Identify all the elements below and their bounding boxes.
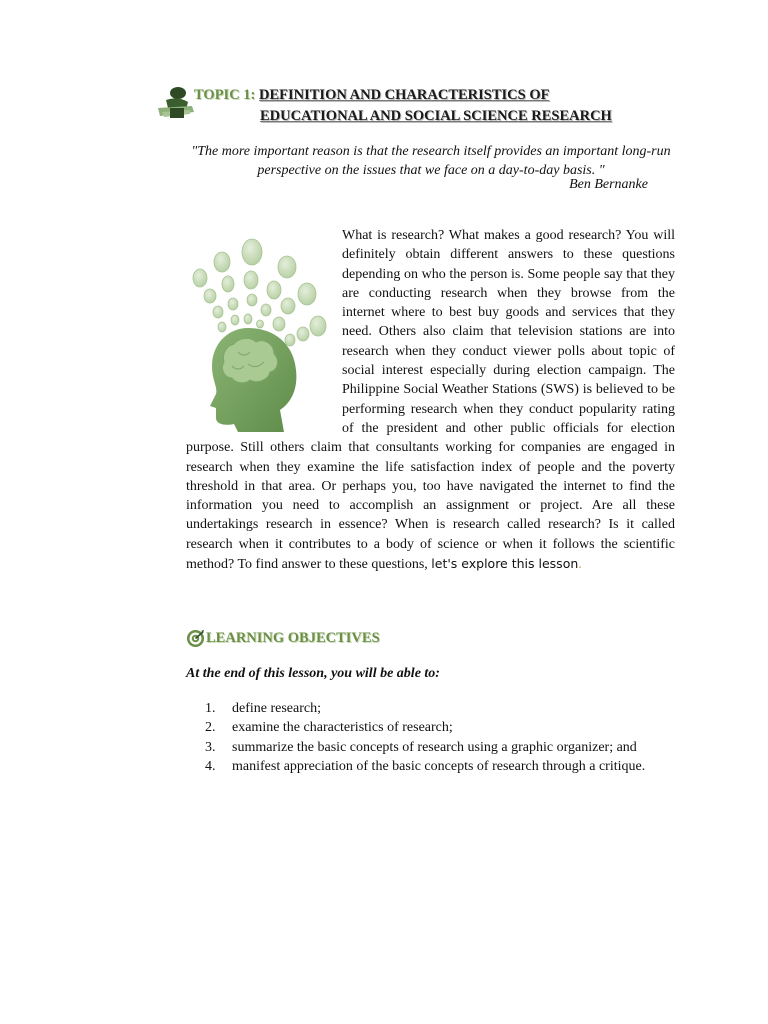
list-item-text: define research; [232,701,321,716]
topic-title-line1 [194,87,549,104]
topic-title-text-1: DEFINITION AND CHARACTERISTICS OF [259,87,550,103]
list-item-number: 3. [205,739,216,755]
intro-closing: let's explore this lesson [431,556,579,572]
list-item [205,738,675,757]
list-item-text: summarize the basic concepts of research using a graphic organizer; and [232,739,637,755]
intro-paragraph [186,226,675,574]
epigraph-quote: "The more important reason is that the research itself provides an important long-run perspective on the issues that we face on a day-to-day basis. " [191,144,671,178]
list-item-text: manifest appreciation of the basic concepts of research through a critique. [232,758,646,774]
list-item [205,718,675,737]
target-icon [186,629,205,648]
topic-title-line2: EDUCATIONAL AND SOCIAL SCIENCE RESEARCH [260,108,612,124]
illustration-spacer [186,226,342,438]
intro-text: What is research? What makes a good research? You will definitely obtain different answers to these questions depending on who the person is. Some people say that they are conducting research when they browse from the internet where to best buy goods and services that they need. Others also claim that television stations are into research when they conduct viewer polls about topic of social interest especially during election campaign. The Philippine Social Weather Stations (SWS) is believed to be performing research when they conduct popularity rating of the president and other public officials for election purpose. Still others claim that consultants working for companies are engaged in research when they examine the life satisfaction index of people and the poverty threshold in that area. Or perhaps you, too have navigated the internet to find the information you need to accomplish an assignment or project. Are all these undertakings research in essence? When is research called research? Is it called research when it contributes to a body of science or when it follows the scientific method? To find answer to these questions, [186,228,675,573]
learning-objectives-title: LEARNING OBJECTIVES [206,630,380,646]
list-item [205,699,675,718]
learning-objectives-intro: At the end of this lesson, you will be able to: [186,666,440,681]
quote-author: Ben Bernanke [569,177,648,192]
learning-objectives-list [205,699,675,776]
list-item-number: 2. [205,720,216,736]
intro-closing-mark: . [578,557,582,573]
list-item [205,757,675,776]
topic-label: TOPIC 1: [194,87,256,103]
list-item-text: examine the characteristics of research; [232,720,453,736]
list-item-number: 1. [205,701,216,716]
list-item-number: 4. [205,758,216,774]
person-reading-icon [156,86,196,120]
topic-header [156,84,656,130]
